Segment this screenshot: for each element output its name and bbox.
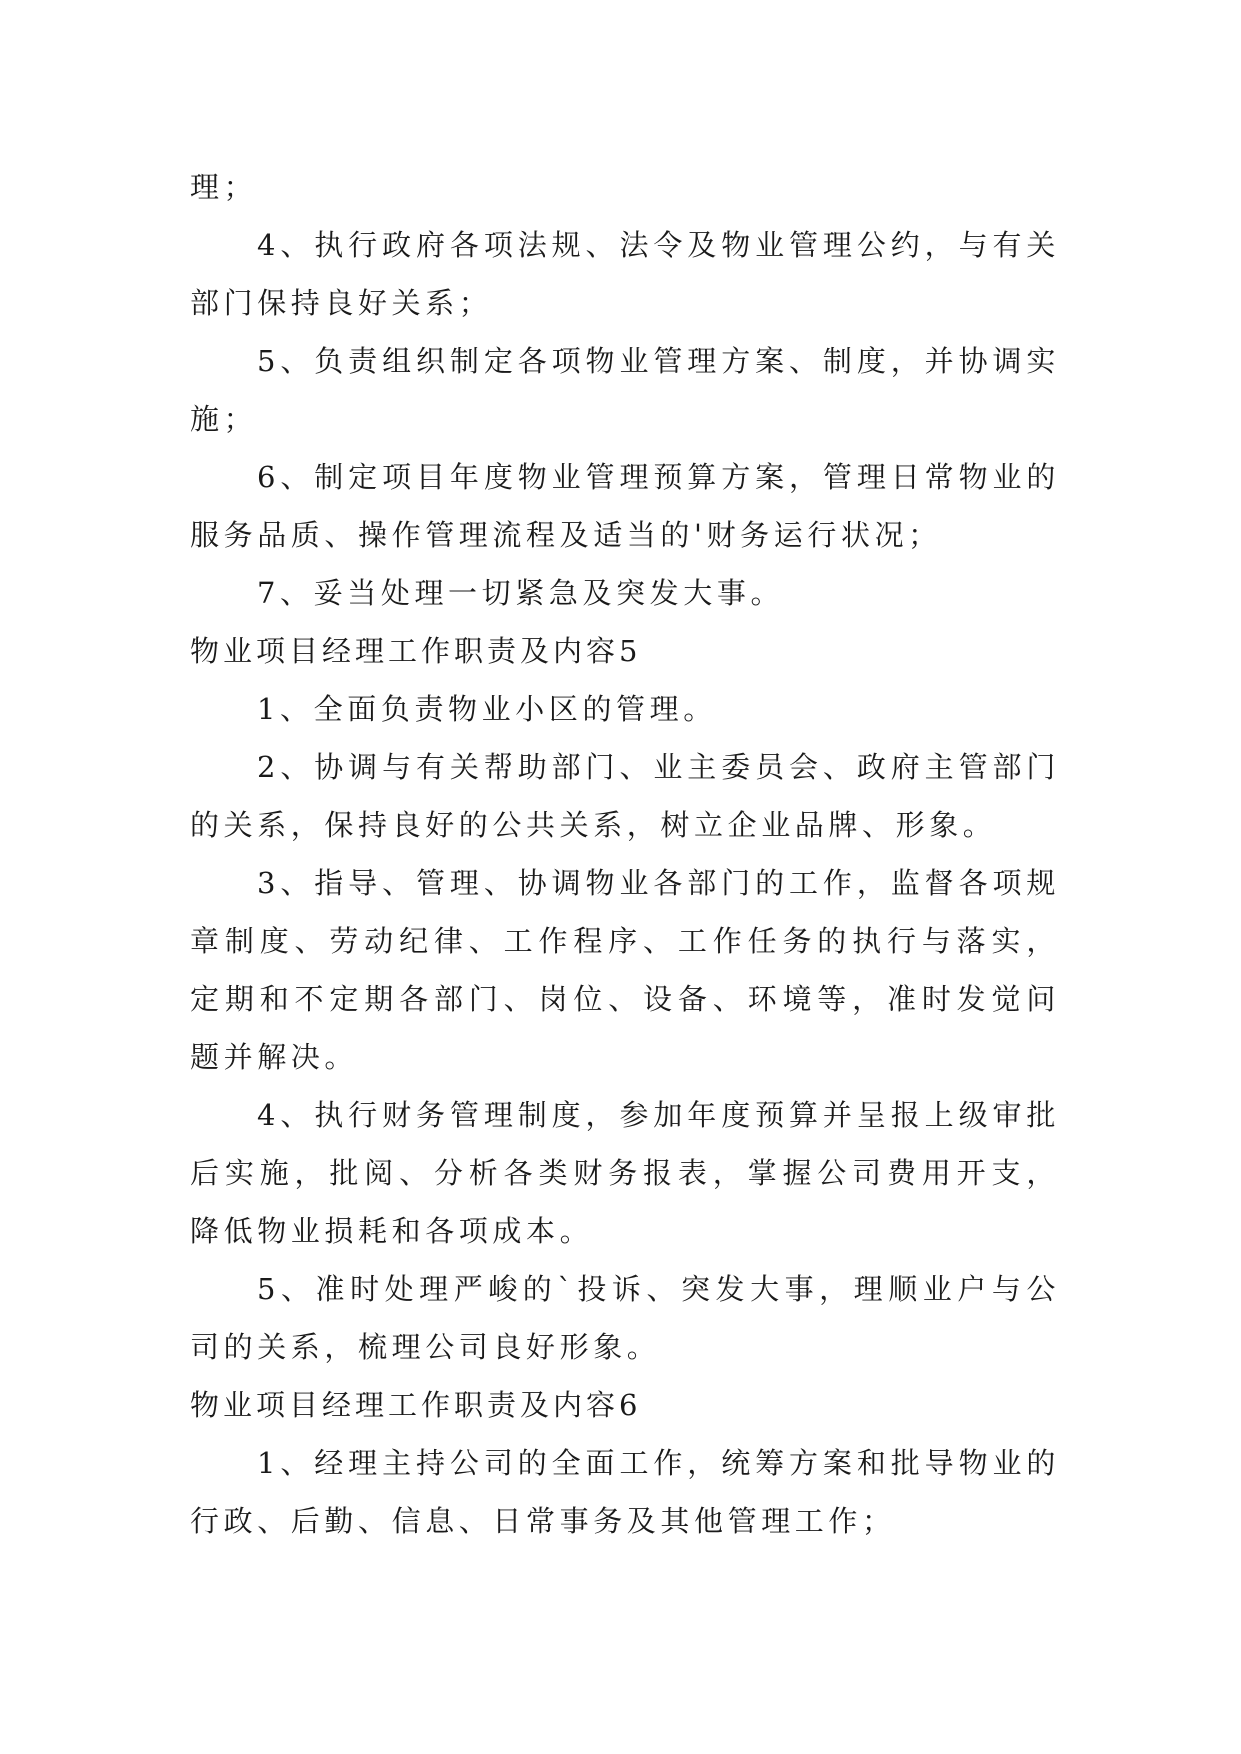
section-heading-5: 物业项目经理工作职责及内容5 (190, 634, 642, 668)
paragraph-item-6: 6、制定项目年度物业管理预算方案，管理日常物业的服务品质、操作管理流程及适当的'财务运行状况； (190, 460, 1060, 552)
section5-item-4: 4、执行财务管理制度，参加年度预算并呈报上级审批后实施，批阅、分析各类财务报表，掌握公司费用开支，降低物业损耗和各项成本。 (190, 1098, 1060, 1248)
paragraph-continuation: 理； (190, 170, 258, 204)
paragraph-item-7: 7、妥当处理一切紧急及突发大事。 (257, 576, 785, 610)
section6-item-1: 1、经理主持公司的全面工作，统筹方案和批导物业的行政、后勤、信息、日常事务及其他管理工作； (190, 1446, 1060, 1538)
section5-item-5: 5、准时处理严峻的`投诉、突发大事，理顺业户与公司的关系，梳理公司良好形象。 (190, 1272, 1060, 1364)
document-body (190, 158, 1060, 1550)
section5-item-1: 1、全面负责物业小区的管理。 (257, 692, 717, 726)
section-heading-6: 物业项目经理工作职责及内容6 (190, 1388, 642, 1422)
paragraph-item-4: 4、执行政府各项法规、法令及物业管理公约，与有关部门保持良好关系； (190, 228, 1060, 320)
section5-item-2: 2、协调与有关帮助部门、业主委员会、政府主管部门的关系，保持良好的公共关系，树立企业品牌、形象。 (190, 750, 1060, 842)
section5-item-3: 3、指导、管理、协调物业各部门的工作，监督各项规章制度、劳动纪律、工作程序、工作任务的执行与落实，定期和不定期各部门、岗位、设备、环境等，准时发觉问题并解决。 (190, 866, 1060, 1074)
paragraph-item-5: 5、负责组织制定各项物业管理方案、制度，并协调实施； (190, 344, 1060, 436)
